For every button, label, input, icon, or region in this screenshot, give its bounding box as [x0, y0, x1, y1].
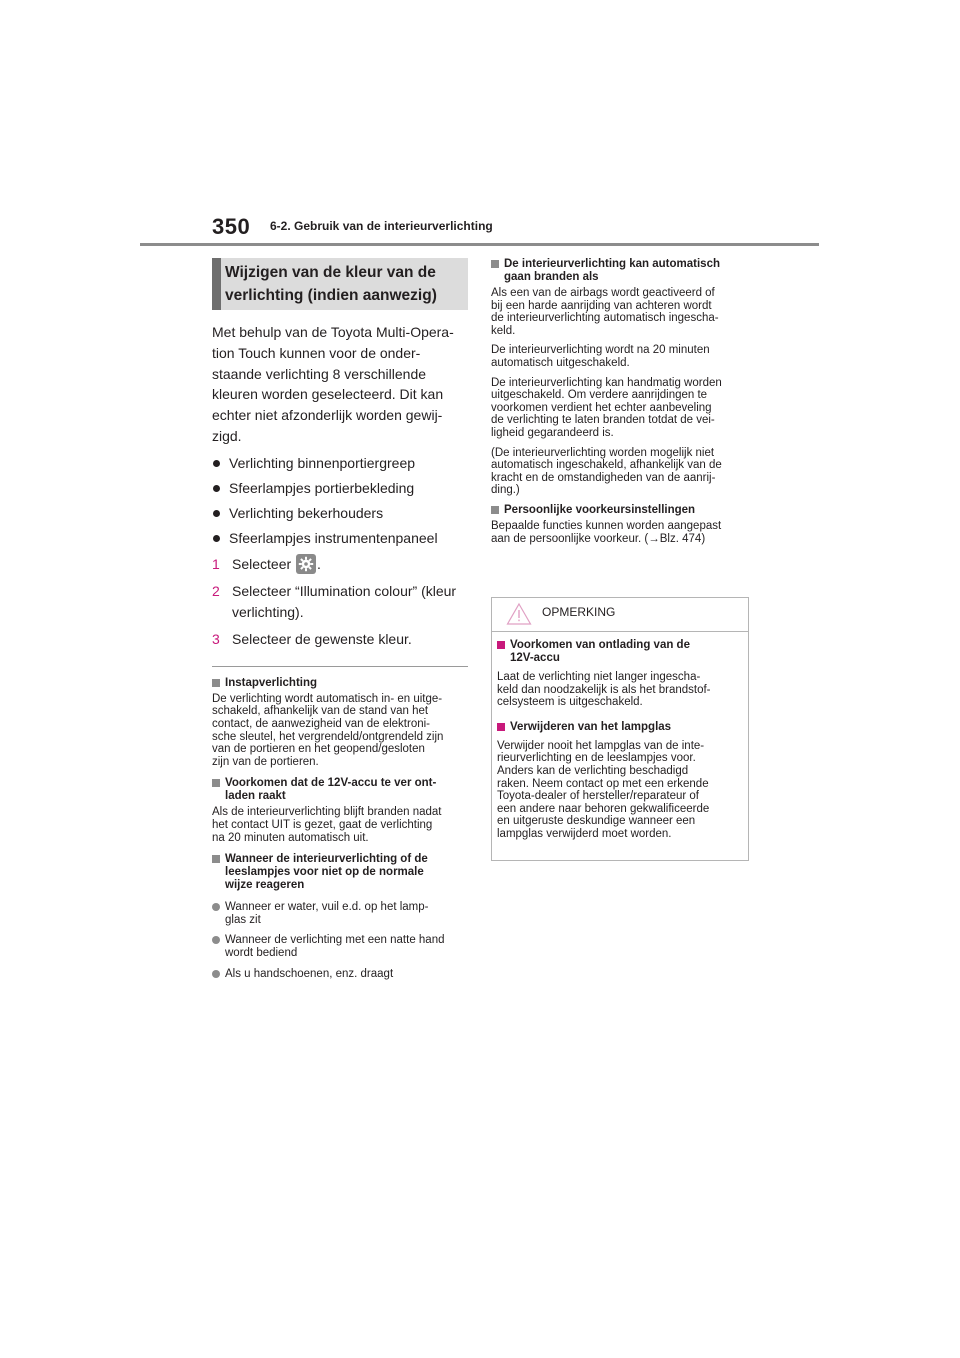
- persoonlijk-heading: Persoonlijke voorkeursinstellingen: [491, 504, 751, 517]
- note-box: [491, 597, 749, 861]
- step-3: 3 Selecteer de gewenste kleur.: [212, 629, 468, 650]
- header-rule: [140, 243, 819, 246]
- divider: [212, 666, 468, 667]
- step-number: 2: [212, 582, 220, 599]
- note-heading-2: Verwijderen van het lampglas: [497, 721, 742, 734]
- list-item: Verlichting binnenportiergreep: [212, 453, 468, 473]
- intro-line: Met behulp van de Toyota Multi-Opera-: [212, 324, 454, 340]
- list-item: Sfeerlampjes instrumentenpaneel: [212, 528, 468, 548]
- square-bullet-icon: [212, 855, 220, 863]
- note-paragraph-2: Verwijder nooit het lampglas van de inte- rieurverlichting en de leeslampjes voor. Anders kan de verlichting beschadigd raken. Neem contact op met een erkende Toyota-dealer of hersteller/reparateur of een andere naar behoren gekwalificeerde en uitgeruste deskundige wanneer een lampglas verwijderd moet worden.: [497, 739, 710, 840]
- square-bullet-icon: [491, 506, 499, 514]
- intro-line: echter niet afzonderlijk worden gewij-: [212, 407, 443, 424]
- circle-bullet-icon: [212, 903, 220, 911]
- lighting-list: [212, 453, 468, 548]
- list-item: Wanneer de verlichting met een natte hand wordt bediend: [212, 934, 468, 959]
- note-body: [492, 632, 748, 841]
- note-header: [492, 598, 748, 632]
- warning-triangle-icon: [506, 602, 532, 626]
- auto-heading: De interieurverlichting kan automatisch gaan branden als: [491, 258, 751, 284]
- auto-paragraph-4: (De interieurverlichting worden mogelijk niet automatisch ingeschakeld, afhankelijk van de kracht en de omstandigheden van de aanrij- ding.): [491, 446, 722, 497]
- square-bullet-icon: [497, 723, 505, 731]
- note-label: OPMERKING: [542, 605, 616, 619]
- instap-heading: Instapverlichting: [212, 677, 468, 690]
- right-column: [491, 258, 751, 552]
- voorkomen-heading: Voorkomen dat de 12V-accu te ver ont- laden raakt: [212, 777, 468, 803]
- intro-line: kleuren worden geselecteerd. Dit kan: [212, 386, 444, 403]
- auto-paragraph-2: De interieurverlichting wordt na 20 minuten automatisch uitgeschakeld.: [491, 344, 710, 369]
- intro-paragraph: [212, 322, 468, 447]
- intro-line: tion Touch kunnen voor de onder-: [212, 344, 421, 361]
- square-bullet-icon: [491, 260, 499, 268]
- square-bullet-icon: [212, 679, 220, 687]
- instap-text: De verlichting wordt automatisch in- en uitge- schakeld, afhankelijk van de stand van het contact, de aanwezigheid van de elektroni- sche sleutel, het vergrendeld/ontgrendeld zijn van de portieren en het geopend/gesloten zijn van de portieren.: [212, 692, 444, 768]
- list-item: Wanneer er water, vuil e.d. op het lamp- glas zit: [212, 901, 468, 926]
- bullet-icon: [213, 535, 220, 542]
- page-number: 350: [212, 214, 251, 239]
- section-title-box: [212, 258, 468, 310]
- section-title-line-1: Wijzigen van de kleur van de: [225, 264, 436, 281]
- bullet-icon: [213, 510, 220, 517]
- voorkomen-text: Als de interieurverlichting blijft branden nadat het contact UIT is gezet, gaat de verlichting na 20 minuten automatisch uit.: [212, 806, 442, 844]
- auto-paragraph-1: Als een van de airbags wordt geactiveerd of bij een harde aanrijding van achteren wordt de interieurverlichting automatisch ingescha- keld.: [491, 287, 719, 337]
- section-title-line-2: verlichting (indien aanwezig): [225, 287, 437, 304]
- persoonlijk-text: Bepaalde functies kunnen worden aangepast aan de persoonlijke voorkeur. (→Blz. 474): [491, 519, 722, 545]
- circle-bullet-icon: [212, 970, 220, 978]
- list-item: Als u handschoenen, enz. draagt: [212, 968, 468, 981]
- chapter-title: 6-2. Gebruik van de interieurverlichting: [270, 219, 493, 233]
- wanneer-heading: Wanneer de interieurverlichting of de leeslampjes voor niet op de normale wijze reageren: [212, 853, 468, 892]
- intro-line: zigd.: [212, 427, 242, 444]
- bullet-icon: [213, 460, 220, 467]
- square-bullet-icon: [212, 779, 220, 787]
- list-item: Sfeerlampjes portierbekleding: [212, 478, 468, 498]
- settings-gear-icon: [296, 554, 316, 574]
- note-paragraph-1: Laat de verlichting niet langer ingescha- keld dan noodzakelijk is als het brandstof- celsysteem is uitgeschakeld.: [497, 671, 711, 709]
- auto-paragraph-3: De interieurverlichting kan handmatig worden uitgeschakeld. Om verdere aanrijdingen te voorkomen verdient het echter aanbeveling de verlichting te laten branden totdat de vei- ligheid gegarandeerd is.: [491, 376, 722, 439]
- left-column: [212, 258, 468, 988]
- circle-bullet-icon: [212, 936, 220, 944]
- bullet-icon: [213, 485, 220, 492]
- intro-line: staande verlichting 8 verschillende: [212, 365, 427, 382]
- list-item: Verlichting bekerhouders: [212, 503, 468, 523]
- square-bullet-icon: [497, 641, 505, 649]
- step-number: 1: [212, 555, 220, 572]
- step-number: 3: [212, 630, 220, 647]
- steps: [212, 554, 468, 650]
- note-heading-1: Voorkomen van ontlading van de 12V-accu: [497, 639, 742, 665]
- step-2: 2 Selecteer “Illumination colour” (kleur verlichting).: [212, 581, 468, 623]
- step-1: 1 Selecteer .: [212, 554, 468, 575]
